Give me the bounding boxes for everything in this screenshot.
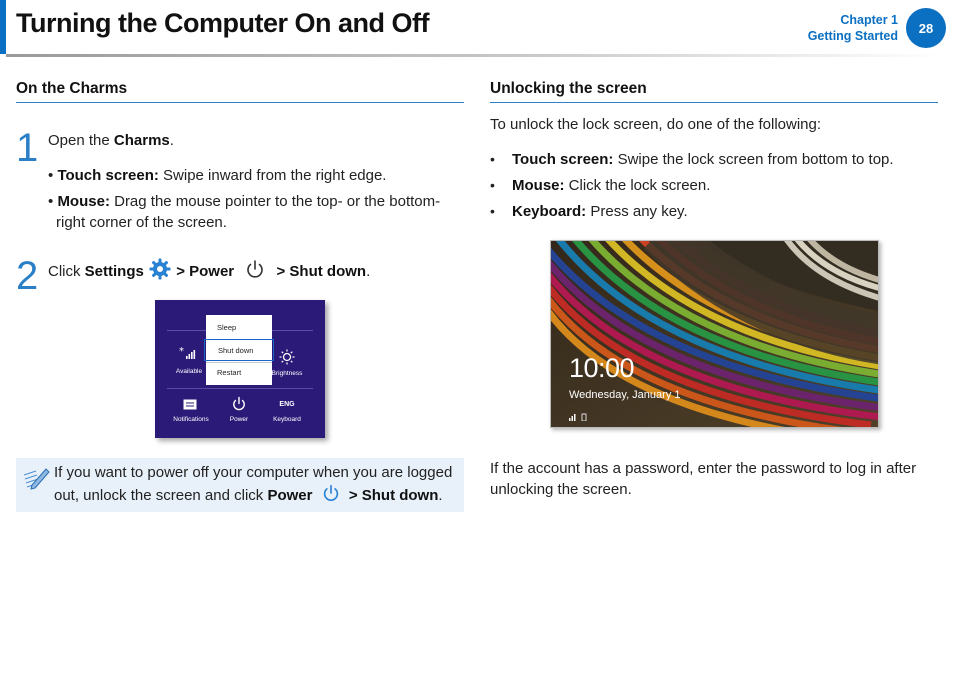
- power-icon: [321, 483, 341, 509]
- gear-icon: [148, 257, 172, 287]
- lock-screen-date: Wednesday, January 1: [569, 389, 681, 401]
- brightness-icon: [279, 349, 295, 370]
- notifications-icon: [183, 398, 197, 416]
- power-icon: [244, 258, 266, 286]
- charms-label-available: Available: [175, 368, 203, 375]
- power-icon[interactable]: [231, 396, 247, 417]
- keyboard-eng-label: ENG: [279, 401, 295, 408]
- password-note: If the account has a password, enter the password to log in after unlocking the screen.: [490, 460, 917, 498]
- charms-settings-screenshot: [155, 300, 325, 438]
- step-2-text: Click Settings > Power > Shut down.: [48, 257, 370, 287]
- note-pencil-icon: [22, 465, 50, 496]
- menu-item-sleep[interactable]: Sleep: [217, 322, 237, 332]
- section-title-unlocking: Unlocking the screen: [490, 80, 647, 97]
- svg-text:*: *: [179, 346, 184, 357]
- unlock-bullet-touch: • Touch screen: Swipe the lock screen from bottom to top.: [490, 151, 894, 168]
- page-title: Turning the Computer On and Off: [16, 8, 429, 38]
- charms-label-brightness: Brightness: [271, 370, 303, 377]
- menu-item-restart[interactable]: Restart: [217, 367, 242, 377]
- power-menu: [206, 315, 272, 385]
- step-1-text: Open the Charms.: [48, 132, 174, 149]
- chapter-name: Getting Started: [807, 29, 898, 43]
- unlock-intro: To unlock the lock screen, do one of the following:: [490, 116, 822, 133]
- section-rule-left: [16, 102, 464, 103]
- step-1-bullet-touch: • Touch screen: Swipe inward from the right edge.: [48, 167, 387, 184]
- section-title-charms: On the Charms: [16, 80, 128, 97]
- lock-screen-screenshot[interactable]: [550, 240, 879, 428]
- step-1-bullet-mouse: • Mouse: Drag the mouse pointer to the top- or the bottom- right corner of the screen.: [48, 193, 441, 231]
- header-divider: [6, 54, 946, 57]
- unlock-bullet-mouse: • Mouse: Click the lock screen.: [490, 177, 711, 194]
- unlock-bullet-keyboard: • Keyboard: Press any key.: [490, 203, 688, 220]
- network-icon: [179, 346, 197, 365]
- step-number-1: 1: [16, 126, 39, 170]
- chapter-label: [808, 12, 898, 44]
- page-number-badge: 28: [906, 8, 946, 48]
- step-number-2: 2: [16, 254, 39, 298]
- chapter-number: Chapter 1: [840, 13, 898, 27]
- charms-divider-bottom: [167, 388, 313, 389]
- lock-screen-time: 10:00: [569, 353, 635, 383]
- header-accent-bar: [0, 0, 6, 54]
- note-text: If you want to power off your computer when you are logged out, unlock the screen and click Power > Shut down.: [54, 462, 460, 509]
- charms-label-notifications: Notifications: [173, 416, 209, 423]
- menu-item-shut-down[interactable]: Shut down: [204, 339, 274, 361]
- charms-label-power: Power: [229, 416, 249, 423]
- lock-status-icons: [569, 408, 589, 426]
- section-rule-right: [490, 102, 938, 103]
- charms-label-keyboard: Keyboard: [273, 416, 301, 423]
